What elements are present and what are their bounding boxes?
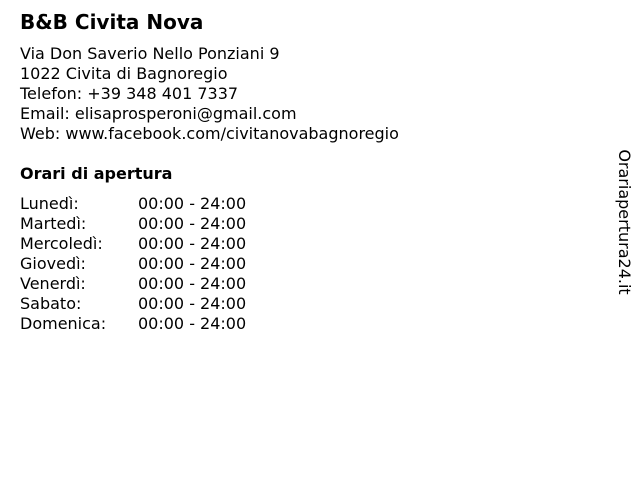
day-label: Giovedì:	[20, 254, 86, 273]
opening-hours-title: Orari di apertura	[20, 164, 173, 183]
business-name: B&B Civita Nova	[20, 10, 204, 34]
time-range: 00:00 - 24:00	[138, 214, 247, 233]
city-line: 1022 Civita di Bagnoregio	[20, 64, 228, 83]
time-range: 00:00 - 24:00	[138, 234, 247, 253]
day-label: Venerdì:	[20, 274, 86, 293]
email-line: Email: elisaprosperoni@gmail.com	[20, 104, 297, 123]
time-range: 00:00 - 24:00	[138, 194, 247, 213]
time-range: 00:00 - 24:00	[138, 314, 247, 333]
day-label: Lunedì:	[20, 194, 79, 213]
day-label: Mercoledì:	[20, 234, 103, 253]
day-label: Martedì:	[20, 214, 87, 233]
web-line: Web: www.facebook.com/civitanovabagnoregio	[20, 124, 399, 143]
brand-watermark: Orariapertura24.it	[615, 149, 634, 295]
time-range: 00:00 - 24:00	[138, 274, 247, 293]
address-line: Via Don Saverio Nello Ponziani 9	[20, 44, 280, 63]
time-range: 00:00 - 24:00	[138, 254, 247, 273]
phone-line: Telefon: +39 348 401 7337	[20, 84, 239, 103]
day-label: Sabato:	[20, 294, 82, 313]
time-range: 00:00 - 24:00	[138, 294, 247, 313]
day-label: Domenica:	[20, 314, 107, 333]
contact-info	[20, 44, 399, 144]
